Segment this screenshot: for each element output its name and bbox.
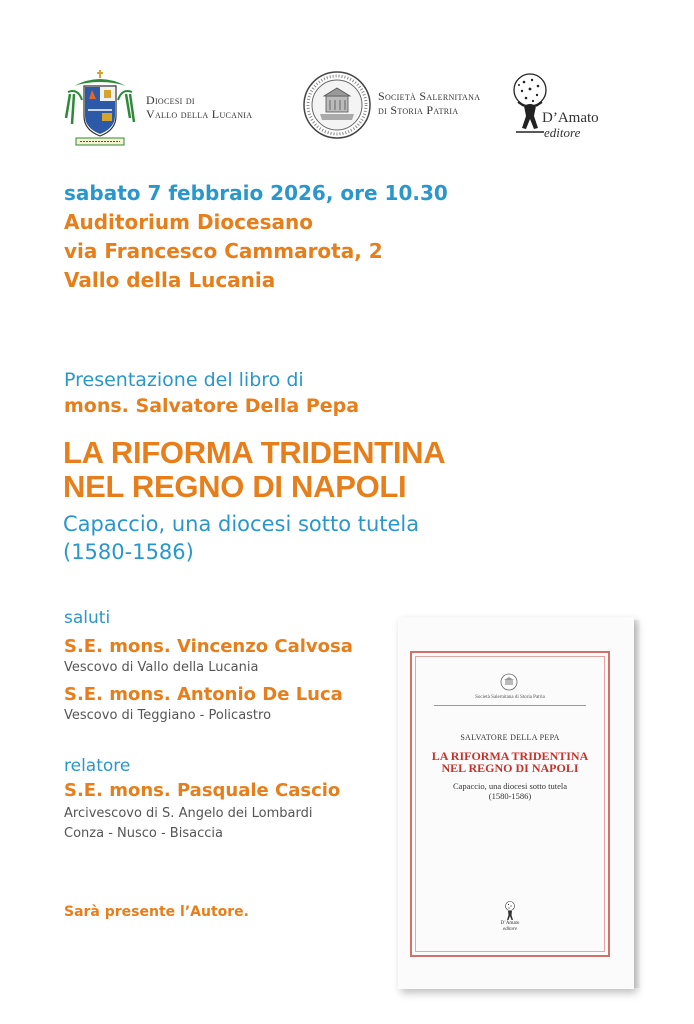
event-details [64, 179, 448, 295]
cover-rule [434, 705, 586, 706]
book-subtitle [63, 510, 419, 566]
presentation-author: mons. Salvatore Della Pepa [64, 395, 360, 417]
cover-title [412, 750, 608, 774]
speaker-person [64, 779, 340, 843]
person-name: S.E. mons. Vincenzo Calvosa [64, 636, 353, 657]
book-title [63, 436, 445, 504]
cover-publisher-line2: editore [503, 927, 517, 932]
presentation-intro: Presentazione del libro di [64, 369, 304, 391]
book-cover-frame [410, 651, 610, 957]
cover-author: SALVATORE DELLA PEPA [460, 733, 560, 742]
society-seal-icon [302, 70, 372, 140]
person-role: Vescovo di Vallo della Lucania [64, 660, 259, 675]
book-edge [634, 620, 640, 988]
society-name-line1: Società Salernitana [378, 89, 481, 103]
society-seal-small-icon [500, 673, 518, 691]
author-present-note: Sarà presente l’Autore. [64, 904, 249, 920]
diocese-coat-of-arms-icon [64, 68, 136, 150]
greetings-label: saluti [64, 608, 111, 628]
book-subtitle-line1: Capaccio, una diocesi sotto tutela [63, 512, 420, 536]
diocese-name-line2: Vallo della Lucania [146, 107, 253, 121]
speaker-name: S.E. mons. Pasquale Cascio [64, 780, 341, 801]
publisher-name-sub: editore [544, 125, 581, 140]
speaker-role-line1: Arcivescovo di S. Angelo dei Lombardi [64, 806, 313, 821]
cover-publisher-line1: D’Amato [500, 921, 520, 926]
publisher-name-main: D’Amato [542, 110, 599, 126]
person-role: Vescovo di Teggiano - Policastro [64, 708, 272, 723]
greetings-section [64, 607, 353, 725]
greeting-person-1 [64, 635, 353, 677]
speaker-section [64, 755, 340, 843]
greeting-person-2 [64, 683, 353, 725]
event-city: Vallo della Lucania [64, 268, 276, 292]
diocese-name-line1: Diocesi di [146, 93, 195, 107]
society-name-line2: di Storia Patria [378, 103, 459, 117]
cover-publisher [412, 921, 608, 933]
event-address: via Francesco Cammarota, 2 [64, 239, 383, 263]
cover-society: Società Salernitana di Storia Patria [475, 695, 545, 700]
society-name [378, 89, 518, 117]
cover-atlas-logo-icon [504, 901, 516, 921]
book-title-line2: NEL REGNO DI NAPOLI [63, 469, 407, 504]
header-logos [0, 60, 694, 150]
person-name: S.E. mons. Antonio De Luca [64, 684, 343, 705]
speaker-label: relatore [64, 756, 131, 776]
cover-subtitle-line2: (1580-1586) [488, 791, 532, 801]
event-date-time: sabato 7 febbraio 2026, ore 10.30 [64, 181, 448, 205]
speaker-role-line2: Conza - Nusco - Bisaccia [64, 826, 223, 841]
event-venue: Auditorium Diocesano [64, 210, 313, 234]
presentation-block [64, 367, 359, 419]
book-subtitle-line2: (1580-1586) [63, 540, 194, 564]
cover-subtitle-line1: Capaccio, una diocesi sotto tutela [452, 781, 567, 791]
publisher-name [542, 111, 622, 140]
cover-title-line1: LA RIFORMA TRIDENTINA [431, 749, 589, 763]
book-title-line1: LA RIFORMA TRIDENTINA [63, 435, 446, 470]
cover-subtitle [412, 781, 608, 801]
diocese-name [146, 93, 286, 121]
book-cover-image [398, 617, 634, 989]
cover-title-line2: NEL REGNO DI NAPOLI [441, 761, 579, 775]
